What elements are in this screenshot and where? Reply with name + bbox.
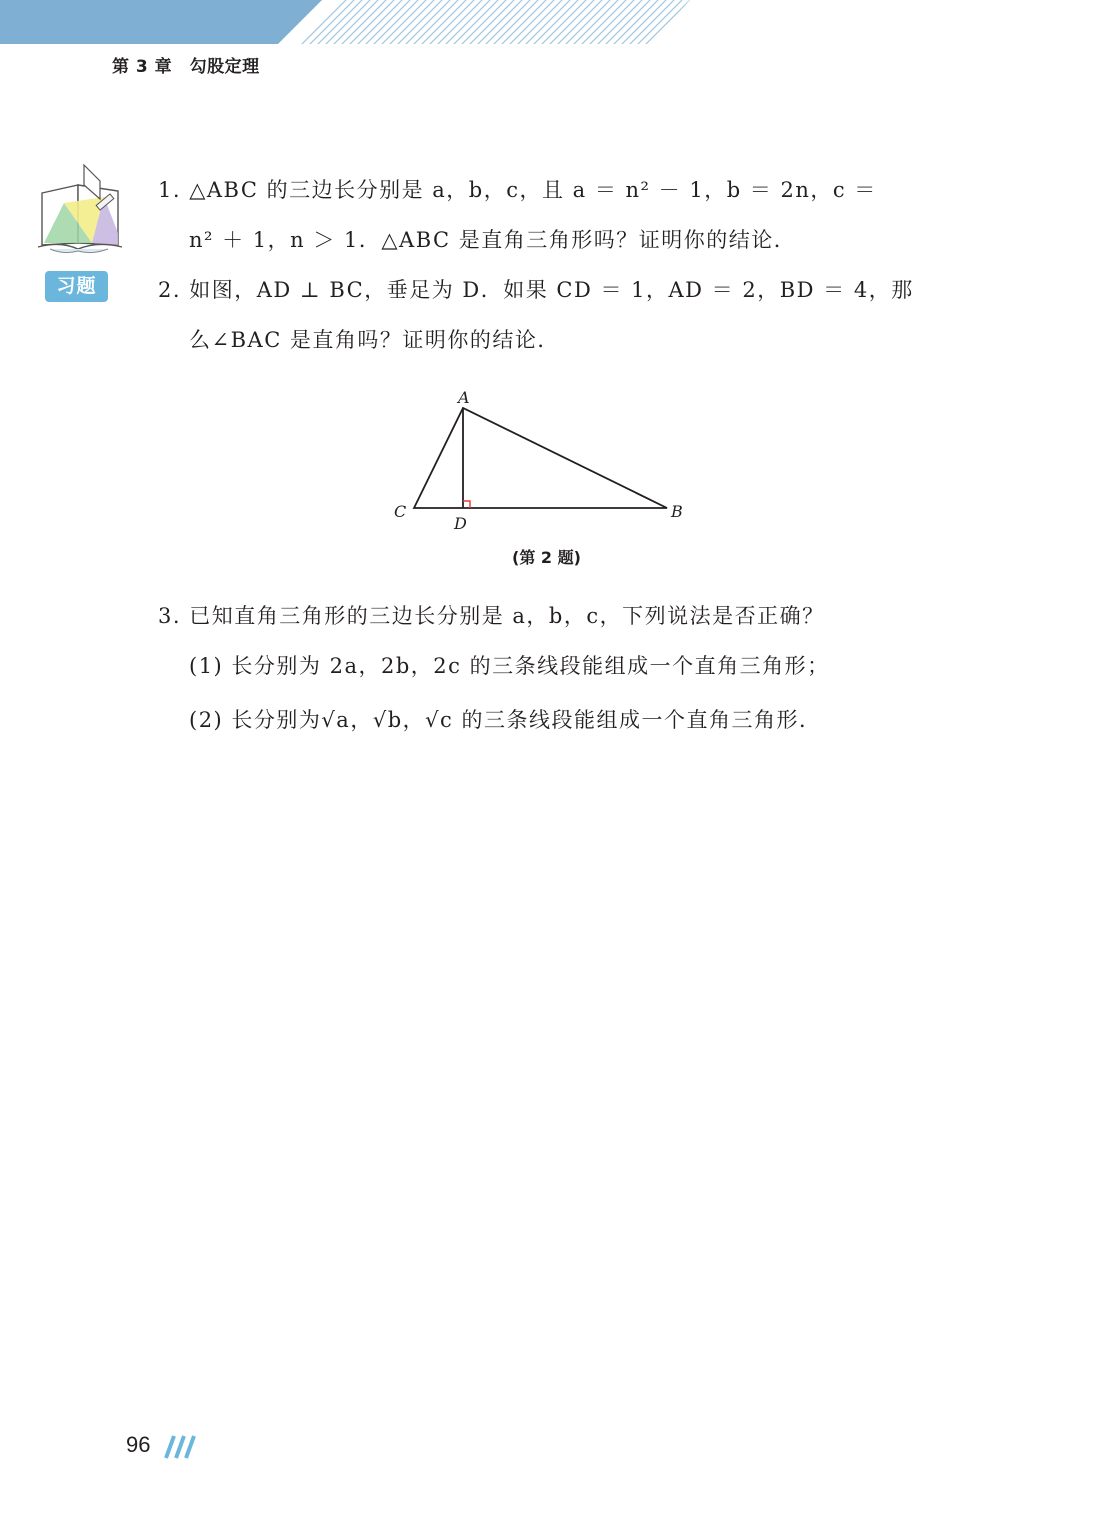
chapter-title: 第 3 章 勾股定理 (112, 57, 260, 77)
problem-3-item-1: (1) 长分别为 2a，2b，2c 的三条线段能组成一个直角三角形； (189, 654, 830, 678)
problem-2-line-1: 2. 如图，AD ⊥ BC，垂足为 D．如果 CD ＝ 1，AD ＝ 2，BD ＝ 4，那 (158, 278, 914, 302)
label-a: A (458, 388, 470, 407)
problem-3-line-1: 3. 已知直角三角形的三边长分别是 a，b，c，下列说法是否正确？ (158, 604, 825, 628)
right-angle-mark (463, 501, 470, 508)
exercise-badge: 习题 (45, 271, 108, 302)
page-number: 96 (126, 1432, 151, 1457)
header-banner (0, 0, 1093, 46)
figure-caption: (第 2 题) (512, 548, 581, 567)
book-icon (34, 163, 126, 255)
page-number-slashes (158, 1434, 198, 1460)
label-b: B (671, 502, 683, 521)
triangle-abc (414, 408, 667, 508)
label-c: C (394, 502, 407, 521)
label-d: D (454, 514, 467, 533)
triangle-figure (385, 384, 695, 534)
problem-1-line-1: 1. △ABC 的三边长分别是 a，b，c，且 a ＝ n² － 1，b ＝ 2n，c ＝ (158, 178, 877, 202)
problem-3-item-2: (2) 长分别为√a，√b，√c 的三条线段能组成一个直角三角形． (189, 708, 822, 732)
problem-2-line-2: 么∠BAC 是直角吗？证明你的结论． (189, 328, 560, 352)
problem-1-line-2: n² ＋ 1，n ＞ 1．△ABC 是直角三角形吗？证明你的结论． (189, 228, 797, 252)
